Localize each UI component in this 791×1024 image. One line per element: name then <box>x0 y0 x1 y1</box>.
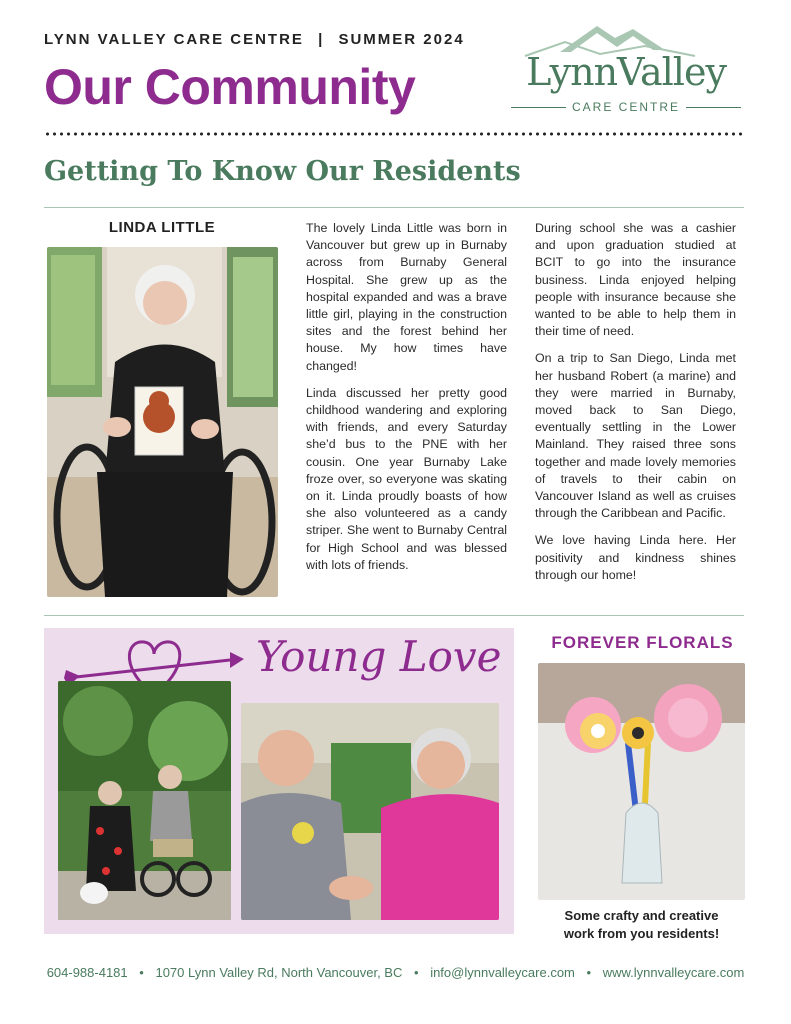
header-line <box>44 31 465 48</box>
florals-photo <box>538 663 745 900</box>
footer-bullet: • <box>586 965 592 980</box>
article-paragraph: Linda discussed her pretty good childhood wandering and exploring with friends, and every Saturday she’d bus to the PNE with her cousin. One year Burnaby Lake froze over, so everyone was skating on it. Linda proudly boasts of how she also volunteered as a candy striper. She went to Burnaby Central for High School and was blessed with lots of friends. <box>306 385 507 572</box>
section-title: Getting To Know Our Residents <box>44 156 521 187</box>
footer-website[interactable]: www.lynnvalleycare.com <box>602 965 745 980</box>
section-rule-bottom <box>44 615 744 616</box>
caption-line: Some crafty and creative <box>564 908 719 923</box>
centre-name: LYNN VALLEY CARE CENTRE <box>44 31 304 48</box>
resident-photo <box>47 247 278 597</box>
article-paragraph: On a trip to San Diego, Linda met her husband Robert (a marine) and they were married in Burnaby, moved back to San Diego, eventually settling in the Lower Mainland. They raised three sons together and made lovely memories of travels to their cabin on Vancouver Island as well as cruises through the Caribbean and Pacific. <box>535 351 736 521</box>
issue-label: SUMMER 2024 <box>338 31 465 48</box>
logo <box>505 20 745 120</box>
header-separator: | <box>318 31 325 48</box>
article-paragraph: We love having Linda here. Her positivity and kindness shines through our home! <box>535 533 736 582</box>
couple-garden-photo <box>58 681 231 920</box>
footer-phone[interactable]: 604-988-4181 <box>46 965 128 980</box>
couple-portrait-photo <box>241 703 499 920</box>
article-column-left <box>306 220 507 584</box>
page-title: Our Community <box>44 59 416 115</box>
footer-email[interactable]: info@lynnvalleycare.com <box>430 965 575 980</box>
footer-address: 1070 Lynn Valley Rd, North Vancouver, BC <box>155 965 403 980</box>
florals-title: FOREVER FLORALS <box>551 633 734 652</box>
article-paragraph: During school she was a cashier and upon graduation studied at BCIT to go into the insurance business. Linda enjoyed helping people with insurance because she wanted to be able to help them in their time of need. <box>535 221 736 339</box>
logo-wordmark: LynnValley <box>526 50 726 94</box>
footer-bullet: • <box>414 965 419 980</box>
young-love-title: Young Love <box>256 632 502 681</box>
article-column-right <box>535 220 736 594</box>
dotted-divider <box>44 131 744 137</box>
caption-line: work from you residents! <box>563 926 720 941</box>
logo-subtitle: CARE CENTRE <box>572 100 681 114</box>
logo-subtitle-row <box>511 100 741 114</box>
florals-caption <box>538 907 745 943</box>
article-paragraph: The lovely Linda Little was born in Vancouver but grew up in Burnaby across from Burnaby General Hospital. She grew up as the hospital expanded and was a brave little girl, playing in the construction sites and the forest behind her house. My how times have changed! <box>306 221 507 373</box>
footer-bullet: • <box>139 965 144 980</box>
section-rule-top <box>44 207 744 208</box>
resident-name: LINDA LITTLE <box>108 219 216 236</box>
footer-contact <box>0 965 791 980</box>
